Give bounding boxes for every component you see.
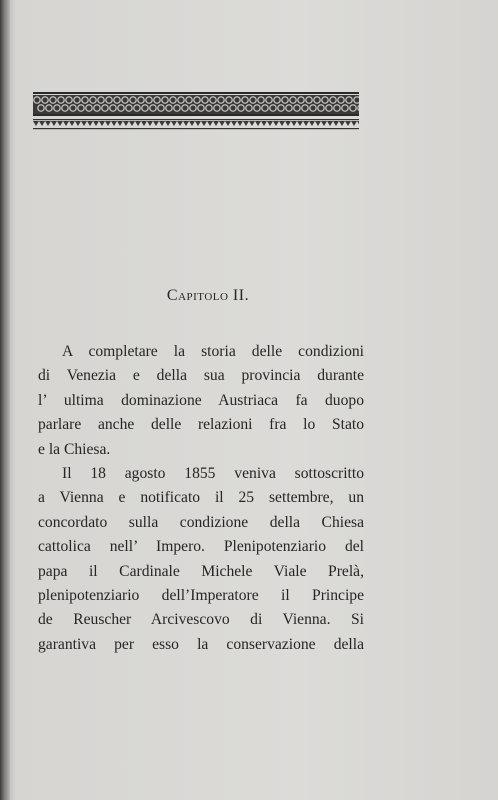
text-line: concordato sulla condizione della Chiesa [38,513,364,531]
chapter-heading [0,287,416,305]
text-line: A completare la storia delle condizioni [62,343,364,360]
text-line: di Venezia e della sua provincia durante [38,367,364,385]
text-line: e la Chiesa. [38,440,111,458]
text-line: plenipotenziario dell’Imperatore il Principe [38,586,364,604]
body-text [38,340,364,657]
text-line: garantiva per esso la conservazione della [38,635,364,653]
decorative-band-icon [33,92,359,136]
chapter-title: Capitolo II. [166,287,250,304]
text-line: Il 18 agosto 1855 veniva sottoscritto [62,464,364,482]
text-line: papa il Cardinale Michele Viale Prelà, [38,562,364,580]
text-line: de Reuscher Arcivescovo di Vienna. Si [38,611,364,629]
text-line: l’ ultima dominazione Austriaca fa duopo [38,391,364,409]
page-gutter-shadow [0,0,10,800]
text-line: a Vienna e notificato il 25 settembre, un [38,489,364,507]
text-line: cattolica nell’ Impero. Plenipotenziario del [38,538,364,556]
text-line: parlare anche delle relazioni fra lo Stato [38,416,364,434]
